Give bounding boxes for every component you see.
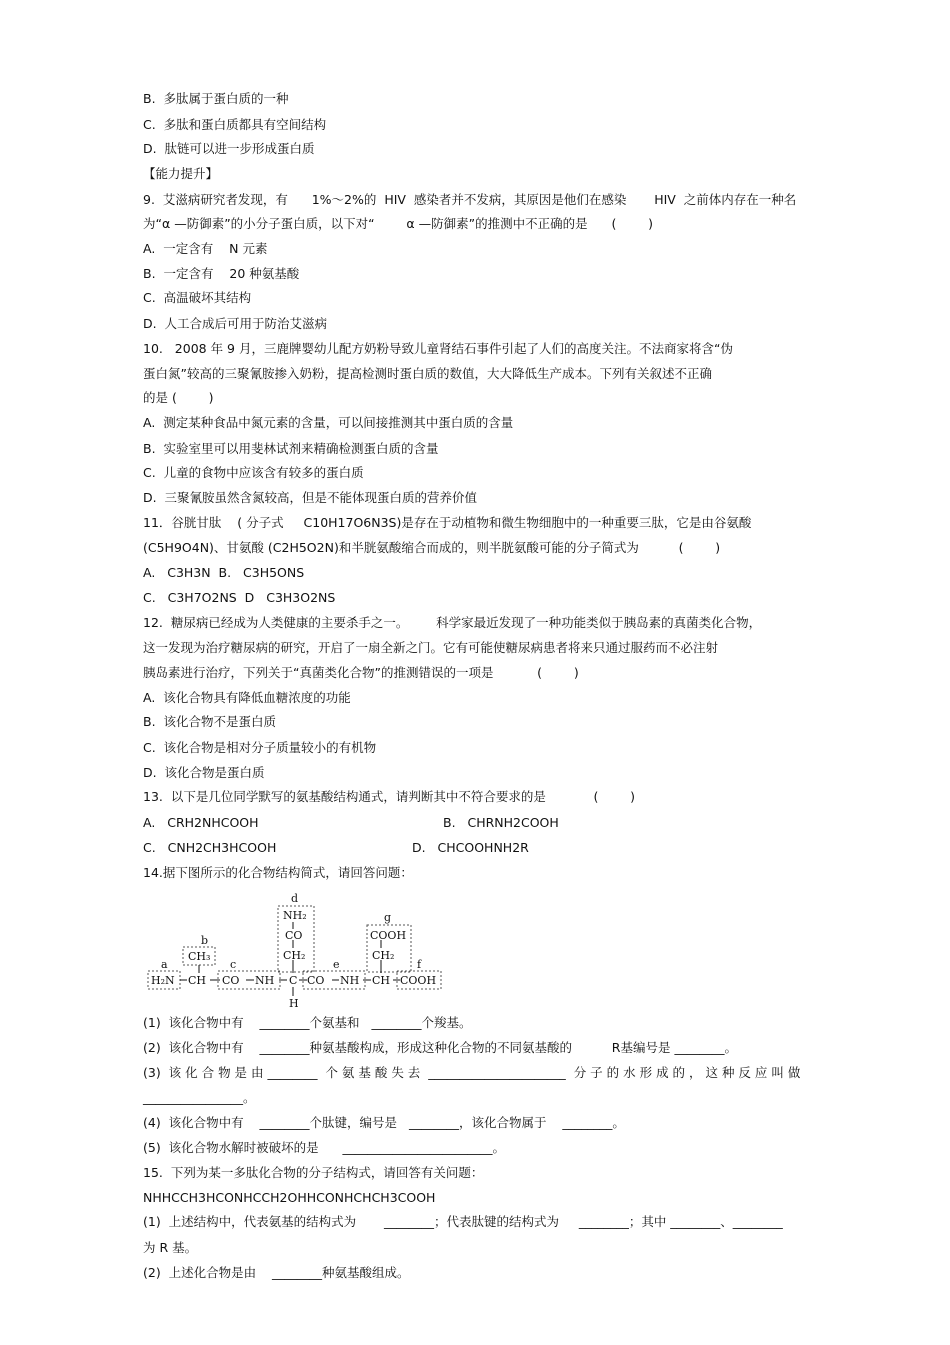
q14-stem: 14.据下图所示的化合物结构简式，请回答问题： <box>143 865 413 880</box>
group-co-1: CO <box>222 974 240 987</box>
q12-stem-1: 12. 糖尿病已经成为人类健康的主要杀手之一。 科学家最近发现了一种功能类似于胰岛素的真菌类化合物， <box>143 615 762 630</box>
q15-part-1: (1) 上述结构中，代表氨基的结构式为 ________；代表肽键的结构式为 ________；其中 ________、________ <box>143 1214 783 1229</box>
q9-option-b: B. 一定含有 20 种氨基酸 <box>143 266 300 281</box>
atom-ch-right: CH <box>372 974 391 987</box>
group-g-cooh: COOH <box>370 929 407 942</box>
group-h2n: H₂N <box>151 974 175 987</box>
q9-option-c: C. 高温破坏其结构 <box>143 290 252 305</box>
group-d-nh2: NH₂ <box>283 909 307 922</box>
q12-stem-2: 这一发现为治疗糖尿病的研究，开启了一扇全新之门。它有可能使糖尿病患者将来只通过服药而不必注射 <box>143 640 719 655</box>
q10-option-d: D. 三聚氰胺虽然含氮较高，但是不能体现蛋白质的营养价值 <box>143 490 478 505</box>
q10-stem-1: 10. 2008 年 9 月，三鹿牌婴幼儿配方奶粉导致儿童肾结石事件引起了人们的高度关注。不法商家将含“伪 <box>143 341 733 356</box>
label-g: g <box>384 911 392 924</box>
q13-option-b: B. CHRNH2COOH <box>443 815 559 830</box>
q12-option-c: C. 该化合物是相对分子质量较小的有机物 <box>143 740 377 755</box>
group-nh-1: NH <box>255 974 275 987</box>
section-heading: 【能力提升】 <box>143 166 219 181</box>
q12-option-a: A. 该化合物具有降低血糖浓度的功能 <box>143 690 351 705</box>
atom-c-center: C <box>289 974 298 987</box>
q14-part-3-cont: ________________。 <box>143 1090 256 1105</box>
q14-part-1: (1) 该化合物中有 ________个氨基和 ________个羧基。 <box>143 1015 472 1030</box>
q14-part-3: (3) 该 化 合 物 是 由 ________ 个 氨 基 酸 失 去 ______________________ 分 子 的 水 形 成 的 ， 这 种 反 应 叫 做 <box>143 1065 801 1080</box>
q9-option-d: D. 人工合成后可用于防治艾滋病 <box>143 316 328 331</box>
group-d-co: CO <box>285 929 303 942</box>
q10-option-a: A. 测定某种食品中氮元素的含量，可以间接推测其中蛋白质的含量 <box>143 415 514 430</box>
q12-stem-3: 胰岛素进行治疗，下列关于“真菌类化合物”的推测错误的一项是 ( ) <box>143 665 579 680</box>
q10-stem-2: 蛋白氮”较高的三聚氰胺掺入奶粉，提高检测时蛋白质的数值，大大降低生产成本。下列有关叙述不正确 <box>143 366 712 381</box>
group-nh-2: NH <box>340 974 360 987</box>
q10-stem-3: 的是 ( ) <box>143 390 214 405</box>
q13-option-c: C. CNH2CH3HCOOH <box>143 840 277 855</box>
q13-option-d: D. CHCOOHNH2R <box>412 840 529 855</box>
peptide-structure-diagram <box>143 888 443 1010</box>
q10-option-b: B. 实验室里可以用斐林试剂来精确检测蛋白质的含量 <box>143 441 439 456</box>
q8-option-c: C. 多肽和蛋白质都具有空间结构 <box>143 117 327 132</box>
q14-part-5: (5) 该化合物水解时被破坏的是 ________________________。 <box>143 1140 505 1155</box>
group-co-2: CO <box>307 974 325 987</box>
q9-option-a: A. 一定含有 N 元素 <box>143 241 268 256</box>
label-c: c <box>230 958 237 971</box>
atom-h-bottom: H <box>289 997 299 1010</box>
q11-options-ab: A. C3H3N B. C3H5ONS <box>143 565 305 580</box>
q13-stem: 13. 以下是几位同学默写的氨基酸结构通式，请判断其中不符合要求的是 ( ) <box>143 789 636 804</box>
atom-ch-left: CH <box>188 974 207 987</box>
q15-formula: NHHCCH3HCONHCCH2OHHCONHCHCH3COOH <box>143 1190 436 1205</box>
q14-part-4: (4) 该化合物中有 ________个肽键，编号是 ________，该化合物属于 ________。 <box>143 1115 625 1130</box>
group-g-ch2: CH₂ <box>372 949 395 962</box>
group-ch3: CH₃ <box>188 950 211 963</box>
label-a: a <box>161 958 168 971</box>
q11-options-cd: C. C3H7O2NS D C3H3O2NS <box>143 590 336 605</box>
label-d: d <box>291 892 299 905</box>
q15-stem: 15. 下列为某一多肽化合物的分子结构式，请回答有关问题： <box>143 1165 484 1180</box>
group-cooh: COOH <box>400 974 437 987</box>
q11-stem-2: (C5H9O4N)、甘氨酸 (C2H5O2N)和半胱氨酸缩合而成的，则半胱氨酸可能的分子简式为 ( ) <box>143 540 721 555</box>
label-e: e <box>333 958 340 971</box>
q15-part-1-cont: 为 R 基。 <box>143 1240 198 1255</box>
q12-option-b: B. 该化合物不是蛋白质 <box>143 714 276 729</box>
label-f: f <box>417 958 422 971</box>
q8-option-b: B. 多肽属于蛋白质的一种 <box>143 91 289 106</box>
q12-option-d: D. 该化合物是蛋白质 <box>143 765 265 780</box>
group-d-ch2: CH₂ <box>283 949 306 962</box>
q14-part-2: (2) 该化合物中有 ________种氨基酸构成，形成这种化合物的不同氨基酸的 R基编号是 ________。 <box>143 1040 737 1055</box>
q10-option-c: C. 儿童的食物中应该含有较多的蛋白质 <box>143 465 364 480</box>
q8-option-d: D. 肽链可以进一步形成蛋白质 <box>143 141 315 156</box>
q9-stem-1: 9. 艾滋病研究者发现，有 1%～2%的 HIV 感染者并不发病，其原因是他们在感染 HIV 之前体内存在一种名 <box>143 192 797 207</box>
q15-part-2: (2) 上述化合物是由 ________种氨基酸组成。 <box>143 1265 410 1280</box>
q13-option-a: A. CRH2NHCOOH <box>143 815 259 830</box>
label-b: b <box>201 934 209 947</box>
q11-stem-1: 11．谷胱甘肽 ( 分子式 C10H17O6N3S)是存在于动植物和微生物细胞中的一种重要三肽，它是由谷氨酸 <box>143 515 752 530</box>
q9-stem-2: 为“α —防御素”的小分子蛋白质，以下对“ α —防御素”的推测中不正确的是 ( ) <box>143 216 653 231</box>
